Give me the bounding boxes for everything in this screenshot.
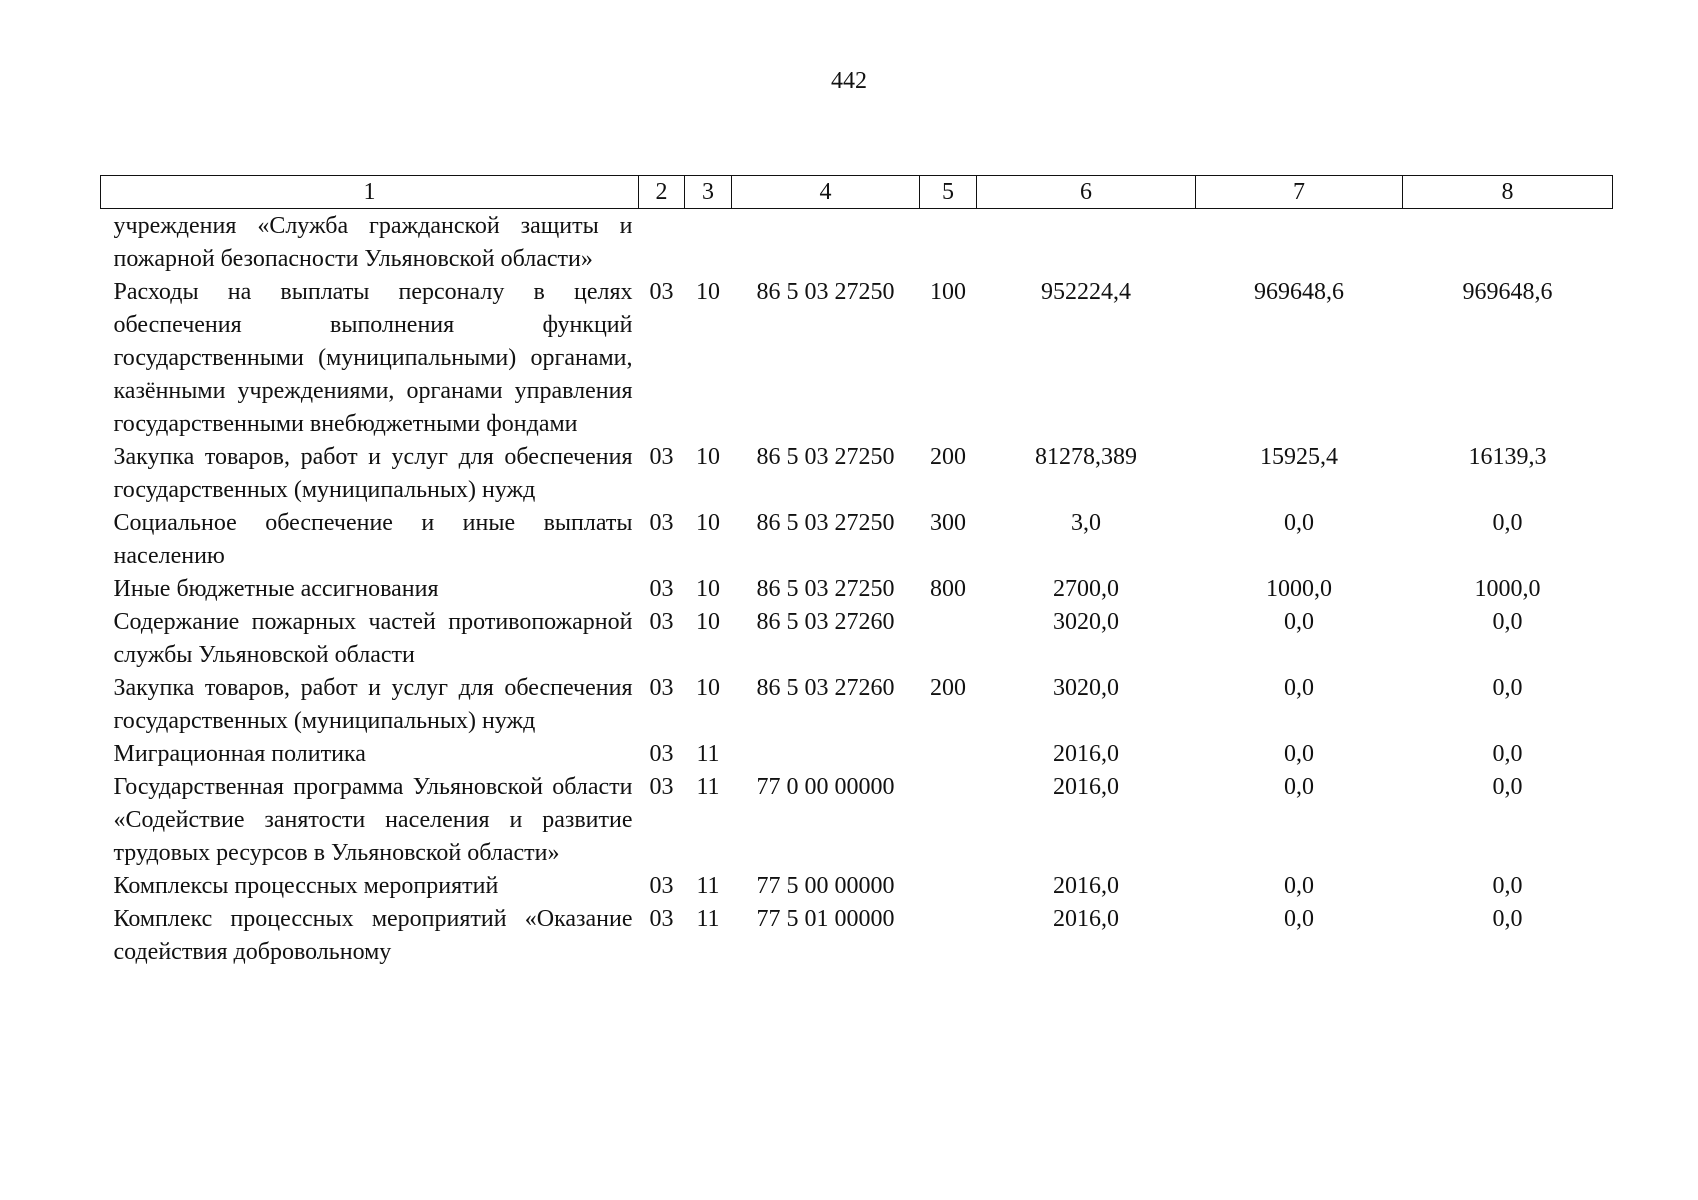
row-expense-type	[920, 870, 977, 903]
row-amount-col8: 0,0	[1492, 510, 1523, 536]
row-section: 03	[649, 444, 674, 470]
row-section	[639, 209, 685, 277]
row-expense-type: 300	[930, 510, 966, 536]
row-expense-type	[920, 209, 977, 277]
row-subsection	[685, 209, 732, 277]
row-amount-col7: 969648,6	[1254, 279, 1344, 305]
row-name: Миграционная политика	[113, 741, 366, 767]
row-amount-col7: 0,0	[1284, 774, 1314, 800]
row-section: 03	[649, 576, 674, 602]
table-row	[101, 276, 1613, 441]
row-subsection: 10	[696, 576, 720, 602]
row-amount-col6: 2016,0	[1053, 741, 1119, 767]
row-amount-col7: 1000,0	[1266, 576, 1332, 602]
column-header-5: 5	[920, 176, 977, 209]
table-body	[101, 209, 1613, 970]
row-amount-col8: 1000,0	[1474, 576, 1541, 602]
row-section: 03	[649, 873, 674, 899]
row-target-article: 77 5 01 00000	[756, 906, 895, 932]
row-amount-col6: 952224,4	[1041, 279, 1131, 305]
row-amount-col8	[1403, 209, 1613, 277]
row-amount-col6	[977, 209, 1196, 277]
row-amount-col8: 0,0	[1492, 906, 1523, 932]
column-header-3: 3	[685, 176, 732, 209]
row-amount-col7: 0,0	[1284, 906, 1314, 932]
row-subsection: 11	[696, 873, 720, 899]
table-row	[101, 738, 1613, 771]
row-subsection: 11	[696, 741, 720, 767]
row-expense-type	[920, 771, 977, 870]
budget-table	[100, 175, 1613, 969]
row-amount-col7: 0,0	[1284, 609, 1314, 635]
row-amount-col6: 2700,0	[1053, 576, 1119, 602]
row-expense-type	[920, 903, 977, 969]
table-row	[101, 441, 1613, 507]
row-section: 03	[649, 675, 674, 701]
row-target-article: 86 5 03 27250	[756, 279, 895, 305]
row-amount-col7: 0,0	[1284, 873, 1314, 899]
table-row	[101, 672, 1613, 738]
row-amount-col8: 0,0	[1492, 609, 1523, 635]
row-target-article: 77 0 00 00000	[756, 774, 895, 800]
column-header-4: 4	[732, 176, 920, 209]
row-expense-type	[920, 606, 977, 672]
row-name: Содержание пожарных частей противопожарной службы Ульяновской области	[113, 609, 633, 668]
row-name: Социальное обеспечение и иные выплаты населению	[113, 510, 633, 569]
row-subsection: 11	[696, 906, 720, 932]
page-number: 442	[831, 68, 867, 94]
row-target-article: 86 5 03 27260	[756, 609, 895, 635]
row-section: 03	[649, 279, 674, 305]
row-amount-col8: 969648,6	[1462, 279, 1553, 305]
row-amount-col6: 2016,0	[1053, 774, 1119, 800]
row-subsection: 11	[696, 774, 720, 800]
row-amount-col7: 0,0	[1284, 741, 1314, 767]
row-subsection: 10	[696, 510, 720, 536]
row-subsection: 10	[696, 609, 720, 635]
row-target-article	[732, 738, 920, 771]
row-target-article: 77 5 00 00000	[756, 873, 895, 899]
row-amount-col8: 0,0	[1492, 675, 1523, 701]
row-amount-col8: 0,0	[1492, 741, 1523, 767]
table-row	[101, 573, 1613, 606]
row-expense-type	[920, 738, 977, 771]
row-amount-col6: 2016,0	[1053, 906, 1119, 932]
row-amount-col8: 16139,3	[1468, 444, 1547, 470]
row-name: учреждения «Служба гражданской защиты и пожарной безопасности Ульяновской области»	[113, 213, 633, 272]
row-amount-col6: 3020,0	[1053, 675, 1119, 701]
row-target-article: 86 5 03 27250	[756, 576, 895, 602]
column-header-6: 6	[977, 176, 1196, 209]
table-row	[101, 606, 1613, 672]
row-name: Закупка товаров, работ и услуг для обеспечения государственных (муниципальных) нужд	[113, 444, 633, 503]
row-subsection: 10	[696, 675, 720, 701]
row-name: Государственная программа Ульяновской области «Содействие занятости населения и развитие трудовых ресурсов в Ульяновской области»	[113, 774, 633, 866]
row-amount-col6: 2016,0	[1053, 873, 1119, 899]
row-amount-col8: 0,0	[1492, 873, 1523, 899]
row-expense-type: 800	[930, 576, 966, 602]
row-amount-col7: 15925,4	[1260, 444, 1338, 470]
row-amount-col6: 81278,389	[1035, 444, 1137, 470]
row-expense-type: 200	[930, 675, 966, 701]
row-subsection: 10	[696, 279, 720, 305]
row-subsection: 10	[696, 444, 720, 470]
row-target-article: 86 5 03 27260	[756, 675, 895, 701]
table-header	[101, 176, 1613, 209]
row-name: Расходы на выплаты персоналу в целях обеспечения выполнения функций государственными (муниципальными) органами, казёнными учреждениями, органами управления государственными внебюджетными фондами	[113, 279, 633, 437]
row-section: 03	[649, 906, 674, 932]
column-header-2: 2	[639, 176, 685, 209]
row-amount-col8: 0,0	[1492, 774, 1523, 800]
row-section: 03	[649, 774, 674, 800]
row-name: Комплекс процессных мероприятий «Оказание содействия добровольному	[113, 906, 633, 965]
row-expense-type: 200	[930, 444, 966, 470]
row-name: Комплексы процессных мероприятий	[113, 873, 499, 899]
row-target-article: 86 5 03 27250	[756, 510, 895, 536]
table-row	[101, 903, 1613, 969]
column-header-7: 7	[1196, 176, 1403, 209]
row-amount-col6: 3,0	[1071, 510, 1101, 536]
column-header-1: 1	[101, 176, 639, 209]
table-row	[101, 771, 1613, 870]
row-target-article: 86 5 03 27250	[756, 444, 895, 470]
column-header-8: 8	[1403, 176, 1613, 209]
row-amount-col7: 0,0	[1284, 675, 1314, 701]
row-section: 03	[649, 741, 674, 767]
table-row	[101, 209, 1613, 277]
row-name: Закупка товаров, работ и услуг для обеспечения государственных (муниципальных) нужд	[113, 675, 633, 734]
row-amount-col7: 0,0	[1284, 510, 1314, 536]
row-amount-col6: 3020,0	[1053, 609, 1119, 635]
row-expense-type: 100	[930, 279, 966, 305]
table-row	[101, 507, 1613, 573]
table-row	[101, 870, 1613, 903]
row-amount-col7	[1196, 209, 1403, 277]
row-name: Иные бюджетные ассигнования	[113, 576, 439, 602]
row-section: 03	[649, 609, 674, 635]
row-section: 03	[649, 510, 674, 536]
row-target-article	[732, 209, 920, 277]
